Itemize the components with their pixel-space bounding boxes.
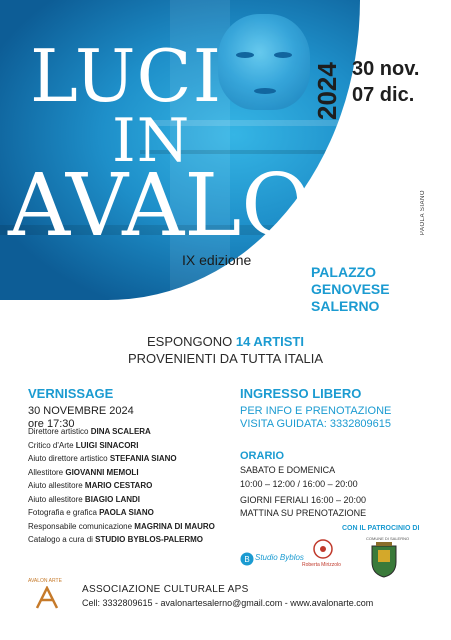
venue-line: PALAZZO xyxy=(311,264,377,280)
credit-item: Aiuto allestitore MARIO CESTARO xyxy=(28,481,153,490)
exhibit-line-2: PROVENIENTI DA TUTTA ITALIA xyxy=(127,351,324,366)
credit-item: Aiuto direttore artistico STEFANIA SIANO xyxy=(28,454,177,463)
title-luci: LUCI xyxy=(30,34,223,118)
footer-contact: Cell: 3332809615 - avalonartesalerno@gmail.com - www.avalonarte.com xyxy=(82,598,374,608)
ingresso-info: PER INFO E PRENOTAZIONE xyxy=(240,405,392,417)
credits-list xyxy=(28,425,215,547)
venue-line: GENOVESE xyxy=(311,281,390,297)
credit-item: Responsabile comunicazione MAGRINA DI MAURO xyxy=(28,521,215,531)
vernissage-title: VERNISSAGE xyxy=(28,386,114,401)
title-in: IN xyxy=(112,106,191,176)
year-label: 2024 xyxy=(312,62,342,120)
studio-byblos-text: Studio Byblos xyxy=(255,553,304,562)
exhibit-line-1 xyxy=(0,333,451,350)
roberta-text: Roberta Mirizzolo xyxy=(302,562,341,568)
credit-item: Fotografia e grafica PAOLA SIANO xyxy=(28,508,154,517)
credit-item: Critico d'Arte LUIGI SINACORI xyxy=(28,440,139,450)
venue xyxy=(311,264,390,315)
photo-credit: PAOLA SIANO xyxy=(420,190,426,236)
date-start: 30 nov. xyxy=(352,58,420,80)
credit-item: Catalogo a cura di STUDIO BYBLOS-PALERMO xyxy=(28,535,204,544)
avalon-arte-logo-text: AVALON ARTE xyxy=(28,578,62,584)
credit-item: Direttore artistico DINA SCALERA xyxy=(28,427,151,436)
roberta-logo xyxy=(300,538,348,578)
ingresso-phone: VISITA GUIDATA: 3332809615 xyxy=(240,418,392,430)
svg-text:B: B xyxy=(244,555,250,564)
sculpture-face xyxy=(218,14,310,110)
avalon-arte-logo xyxy=(28,578,68,612)
date-end: 07 dic. xyxy=(352,84,415,106)
orario-line: MATTINA SU PRENOTAZIONE xyxy=(240,508,367,518)
venue-line: SALERNO xyxy=(311,298,380,314)
patronage-label: CON IL PATROCINIO DI xyxy=(342,525,420,532)
orario-line: GIORNI FERIALI 16:00 – 20:00 xyxy=(240,495,367,505)
orario-line: 10:00 – 12:00 / 16:00 – 20:00 xyxy=(240,479,358,489)
comune-text: COMUNE DI SALERNO xyxy=(366,536,410,541)
vernissage-date: 30 NOVEMBRE 2024 xyxy=(28,405,134,417)
exhibit-highlight: 14 ARTISTI xyxy=(235,334,304,349)
footer-association: ASSOCIAZIONE CULTURALE APS xyxy=(82,584,249,595)
orario-line: SABATO E DOMENICA xyxy=(240,465,336,475)
credit-item: Allestitore GIOVANNI MEMOLI xyxy=(28,467,139,477)
vernissage-time: ore 17:30 xyxy=(28,418,75,430)
exhibit-prefix: ESPONGONO xyxy=(146,334,236,349)
title-avalon: AVALON xyxy=(8,156,388,256)
orario-title: ORARIO xyxy=(240,450,284,462)
comune-crest xyxy=(362,536,410,578)
credit-item: Aiuto allestitore BIAGIO LANDI xyxy=(28,494,141,504)
edition-label: IX edizione xyxy=(182,252,252,268)
dates xyxy=(352,56,419,108)
ingresso-title: INGRESSO LIBERO xyxy=(240,386,362,401)
